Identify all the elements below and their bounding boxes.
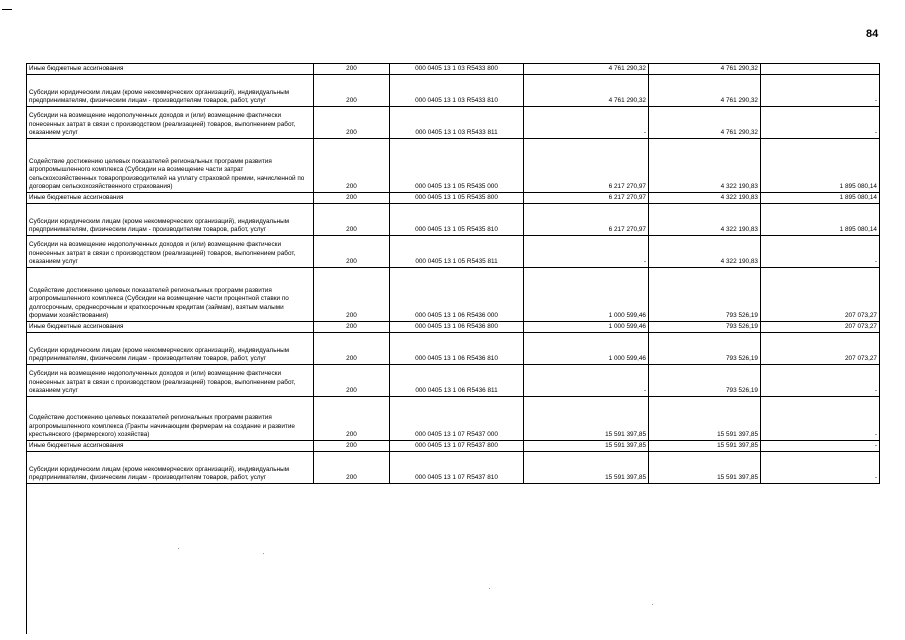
- row-amount-1-cell: 6 217 270,97: [524, 193, 649, 204]
- budget-table-body: [27, 64, 880, 484]
- table-row: [27, 107, 880, 139]
- table-row: [27, 333, 880, 365]
- row-amount-1-cell: -: [524, 236, 649, 268]
- row-classification-code-cell: 000 0405 13 1 06 R5436 810: [390, 333, 524, 365]
- row-amount-3-cell: 207 073,27: [761, 268, 880, 322]
- table-row: [27, 139, 880, 193]
- row-name-cell: Иные бюджетные ассигнования: [27, 193, 314, 204]
- row-classification-code-cell: 000 0405 13 1 07 R5437 000: [390, 397, 524, 441]
- row-name-cell: Субсидии на возмещение недополученных доходов и (или) возмещение фактически понесенных затрат в связи с производством (реализацией) товаров, выполнением работ, оказанием услуг: [27, 107, 314, 139]
- table-row: [27, 322, 880, 333]
- row-amount-3-cell: -: [761, 365, 880, 397]
- row-amount-1-cell: 15 591 397,85: [524, 397, 649, 441]
- row-amount-2-cell: 793 526,19: [649, 268, 761, 322]
- row-amount-2-cell: 15 591 397,85: [649, 397, 761, 441]
- row-amount-3-cell: -: [761, 107, 880, 139]
- table-row: [27, 64, 880, 75]
- row-amount-1-cell: 6 217 270,97: [524, 204, 649, 236]
- row-classification-code-cell: 000 0405 13 1 07 R5437 800: [390, 441, 524, 452]
- row-admin-code-cell: 200: [314, 75, 390, 107]
- row-classification-code-cell: 000 0405 13 1 03 R5433 810: [390, 75, 524, 107]
- budget-table: [26, 63, 880, 484]
- row-amount-3-cell: -: [761, 236, 880, 268]
- row-classification-code-cell: 000 0405 13 1 05 R5435 811: [390, 236, 524, 268]
- row-name-cell: Субсидии юридическим лицам (кроме некоммерческих организаций), индивидуальным предпринимателям, физическим лицам - производителям товаров, работ, услуг: [27, 452, 314, 484]
- row-amount-1-cell: -: [524, 365, 649, 397]
- row-amount-2-cell: 4 322 190,83: [649, 236, 761, 268]
- row-classification-code-cell: 000 0405 13 1 07 R5437 810: [390, 452, 524, 484]
- scan-corner-mark: [2, 9, 12, 10]
- table-row: [27, 397, 880, 441]
- row-amount-1-cell: 4 761 290,32: [524, 75, 649, 107]
- row-amount-2-cell: 793 526,19: [649, 365, 761, 397]
- scan-speck: [652, 604, 653, 605]
- row-amount-3-cell: -: [761, 75, 880, 107]
- row-classification-code-cell: 000 0405 13 1 05 R5435 800: [390, 193, 524, 204]
- row-amount-2-cell: 15 591 397,85: [649, 452, 761, 484]
- row-admin-code-cell: 200: [314, 64, 390, 75]
- row-classification-code-cell: 000 0405 13 1 06 R5436 811: [390, 365, 524, 397]
- row-amount-3-cell: -: [761, 452, 880, 484]
- row-name-cell: Субсидии юридическим лицам (кроме некоммерческих организаций), индивидуальным предпринимателям, физическим лицам - производителям товаров, работ, услуг: [27, 75, 314, 107]
- scan-speck: [489, 588, 490, 589]
- row-admin-code-cell: 200: [314, 365, 390, 397]
- row-amount-1-cell: 15 591 397,85: [524, 452, 649, 484]
- row-name-cell: Субсидии на возмещение недополученных доходов и (или) возмещение фактически понесенных затрат в связи с производством (реализацией) товаров, выполнением работ, оказанием услуг: [27, 365, 314, 397]
- row-name-cell: Субсидии юридическим лицам (кроме некоммерческих организаций), индивидуальным предпринимателям, физическим лицам - производителям товаров, работ, услуг: [27, 204, 314, 236]
- row-admin-code-cell: 200: [314, 236, 390, 268]
- row-amount-3-cell: 1 895 080,14: [761, 204, 880, 236]
- row-amount-2-cell: 4 761 290,32: [649, 107, 761, 139]
- table-row: [27, 268, 880, 322]
- row-amount-3-cell: 207 073,27: [761, 322, 880, 333]
- row-amount-1-cell: 1 000 599,46: [524, 333, 649, 365]
- scan-speck: [178, 548, 179, 549]
- row-name-cell: Иные бюджетные ассигнования: [27, 322, 314, 333]
- row-name-cell: Субсидии на возмещение недополученных доходов и (или) возмещение фактически понесенных затрат в связи с производством (реализацией) товаров, выполнением работ, оказанием услуг: [27, 236, 314, 268]
- page-number: 84: [866, 28, 879, 40]
- row-amount-3-cell: -: [761, 441, 880, 452]
- row-amount-3-cell: 1 895 080,14: [761, 193, 880, 204]
- row-admin-code-cell: 200: [314, 322, 390, 333]
- row-amount-1-cell: 1 000 599,46: [524, 322, 649, 333]
- row-admin-code-cell: 200: [314, 139, 390, 193]
- scan-speck: [263, 553, 264, 554]
- row-amount-2-cell: 793 526,19: [649, 322, 761, 333]
- row-name-cell: Иные бюджетные ассигнования: [27, 64, 314, 75]
- row-name-cell: Иные бюджетные ассигнования: [27, 441, 314, 452]
- table-row: [27, 441, 880, 452]
- table-row: [27, 193, 880, 204]
- row-classification-code-cell: 000 0405 13 1 05 R5435 810: [390, 204, 524, 236]
- row-classification-code-cell: 000 0405 13 1 06 R5436 800: [390, 322, 524, 333]
- row-classification-code-cell: 000 0405 13 1 05 R5435 000: [390, 139, 524, 193]
- row-classification-code-cell: 000 0405 13 1 03 R5433 800: [390, 64, 524, 75]
- row-amount-1-cell: 4 761 290,32: [524, 64, 649, 75]
- row-amount-3-cell: 207 073,27: [761, 333, 880, 365]
- row-name-cell: Содействие достижению целевых показателей региональных программ развития агропромышленного комплекса (Гранты начинающим фермерам на создание и развитие крестьянского (фермерского) хозяйства): [27, 397, 314, 441]
- row-amount-3-cell: [761, 64, 880, 75]
- table-row: [27, 75, 880, 107]
- row-admin-code-cell: 200: [314, 204, 390, 236]
- row-amount-2-cell: 4 322 190,83: [649, 193, 761, 204]
- row-name-cell: Содействие достижению целевых показателей региональных программ развития агропромышленного комплекса (Субсидии на возмещение части затрат сельскохозяйственных товаропроизводителей на уплату страховой премии, начисленной по договорам сельскохозяйственного страхования): [27, 139, 314, 193]
- row-admin-code-cell: 200: [314, 268, 390, 322]
- row-admin-code-cell: 200: [314, 193, 390, 204]
- table-row: [27, 236, 880, 268]
- row-admin-code-cell: 200: [314, 107, 390, 139]
- row-amount-3-cell: -: [761, 397, 880, 441]
- row-admin-code-cell: 200: [314, 452, 390, 484]
- row-admin-code-cell: 200: [314, 441, 390, 452]
- row-amount-1-cell: 15 591 397,85: [524, 441, 649, 452]
- row-amount-2-cell: 4 761 290,32: [649, 75, 761, 107]
- row-amount-2-cell: 4 322 190,83: [649, 204, 761, 236]
- row-amount-3-cell: 1 895 080,14: [761, 139, 880, 193]
- row-admin-code-cell: 200: [314, 397, 390, 441]
- row-amount-1-cell: 6 217 270,97: [524, 139, 649, 193]
- row-amount-2-cell: 15 591 397,85: [649, 441, 761, 452]
- row-amount-2-cell: 4 761 290,32: [649, 64, 761, 75]
- row-name-cell: Содействие достижению целевых показателей региональных программ развития агропромышленного комплекса (Субсидии на возмещение части процентной ставки по долгосрочным, среднесрочным и краткосрочным кредитам (займам), взятым малыми формами хозяйствования): [27, 268, 314, 322]
- table-row: [27, 365, 880, 397]
- table-row: [27, 204, 880, 236]
- row-admin-code-cell: 200: [314, 333, 390, 365]
- row-classification-code-cell: 000 0405 13 1 06 R5436 000: [390, 268, 524, 322]
- row-name-cell: Субсидии юридическим лицам (кроме некоммерческих организаций), индивидуальным предпринимателям, физическим лицам - производителям товаров, работ, услуг: [27, 333, 314, 365]
- row-amount-1-cell: 1 000 599,46: [524, 268, 649, 322]
- row-amount-1-cell: -: [524, 107, 649, 139]
- row-amount-2-cell: 4 322 190,83: [649, 139, 761, 193]
- row-amount-2-cell: 793 526,19: [649, 333, 761, 365]
- table-row: [27, 452, 880, 484]
- row-classification-code-cell: 000 0405 13 1 03 R5433 811: [390, 107, 524, 139]
